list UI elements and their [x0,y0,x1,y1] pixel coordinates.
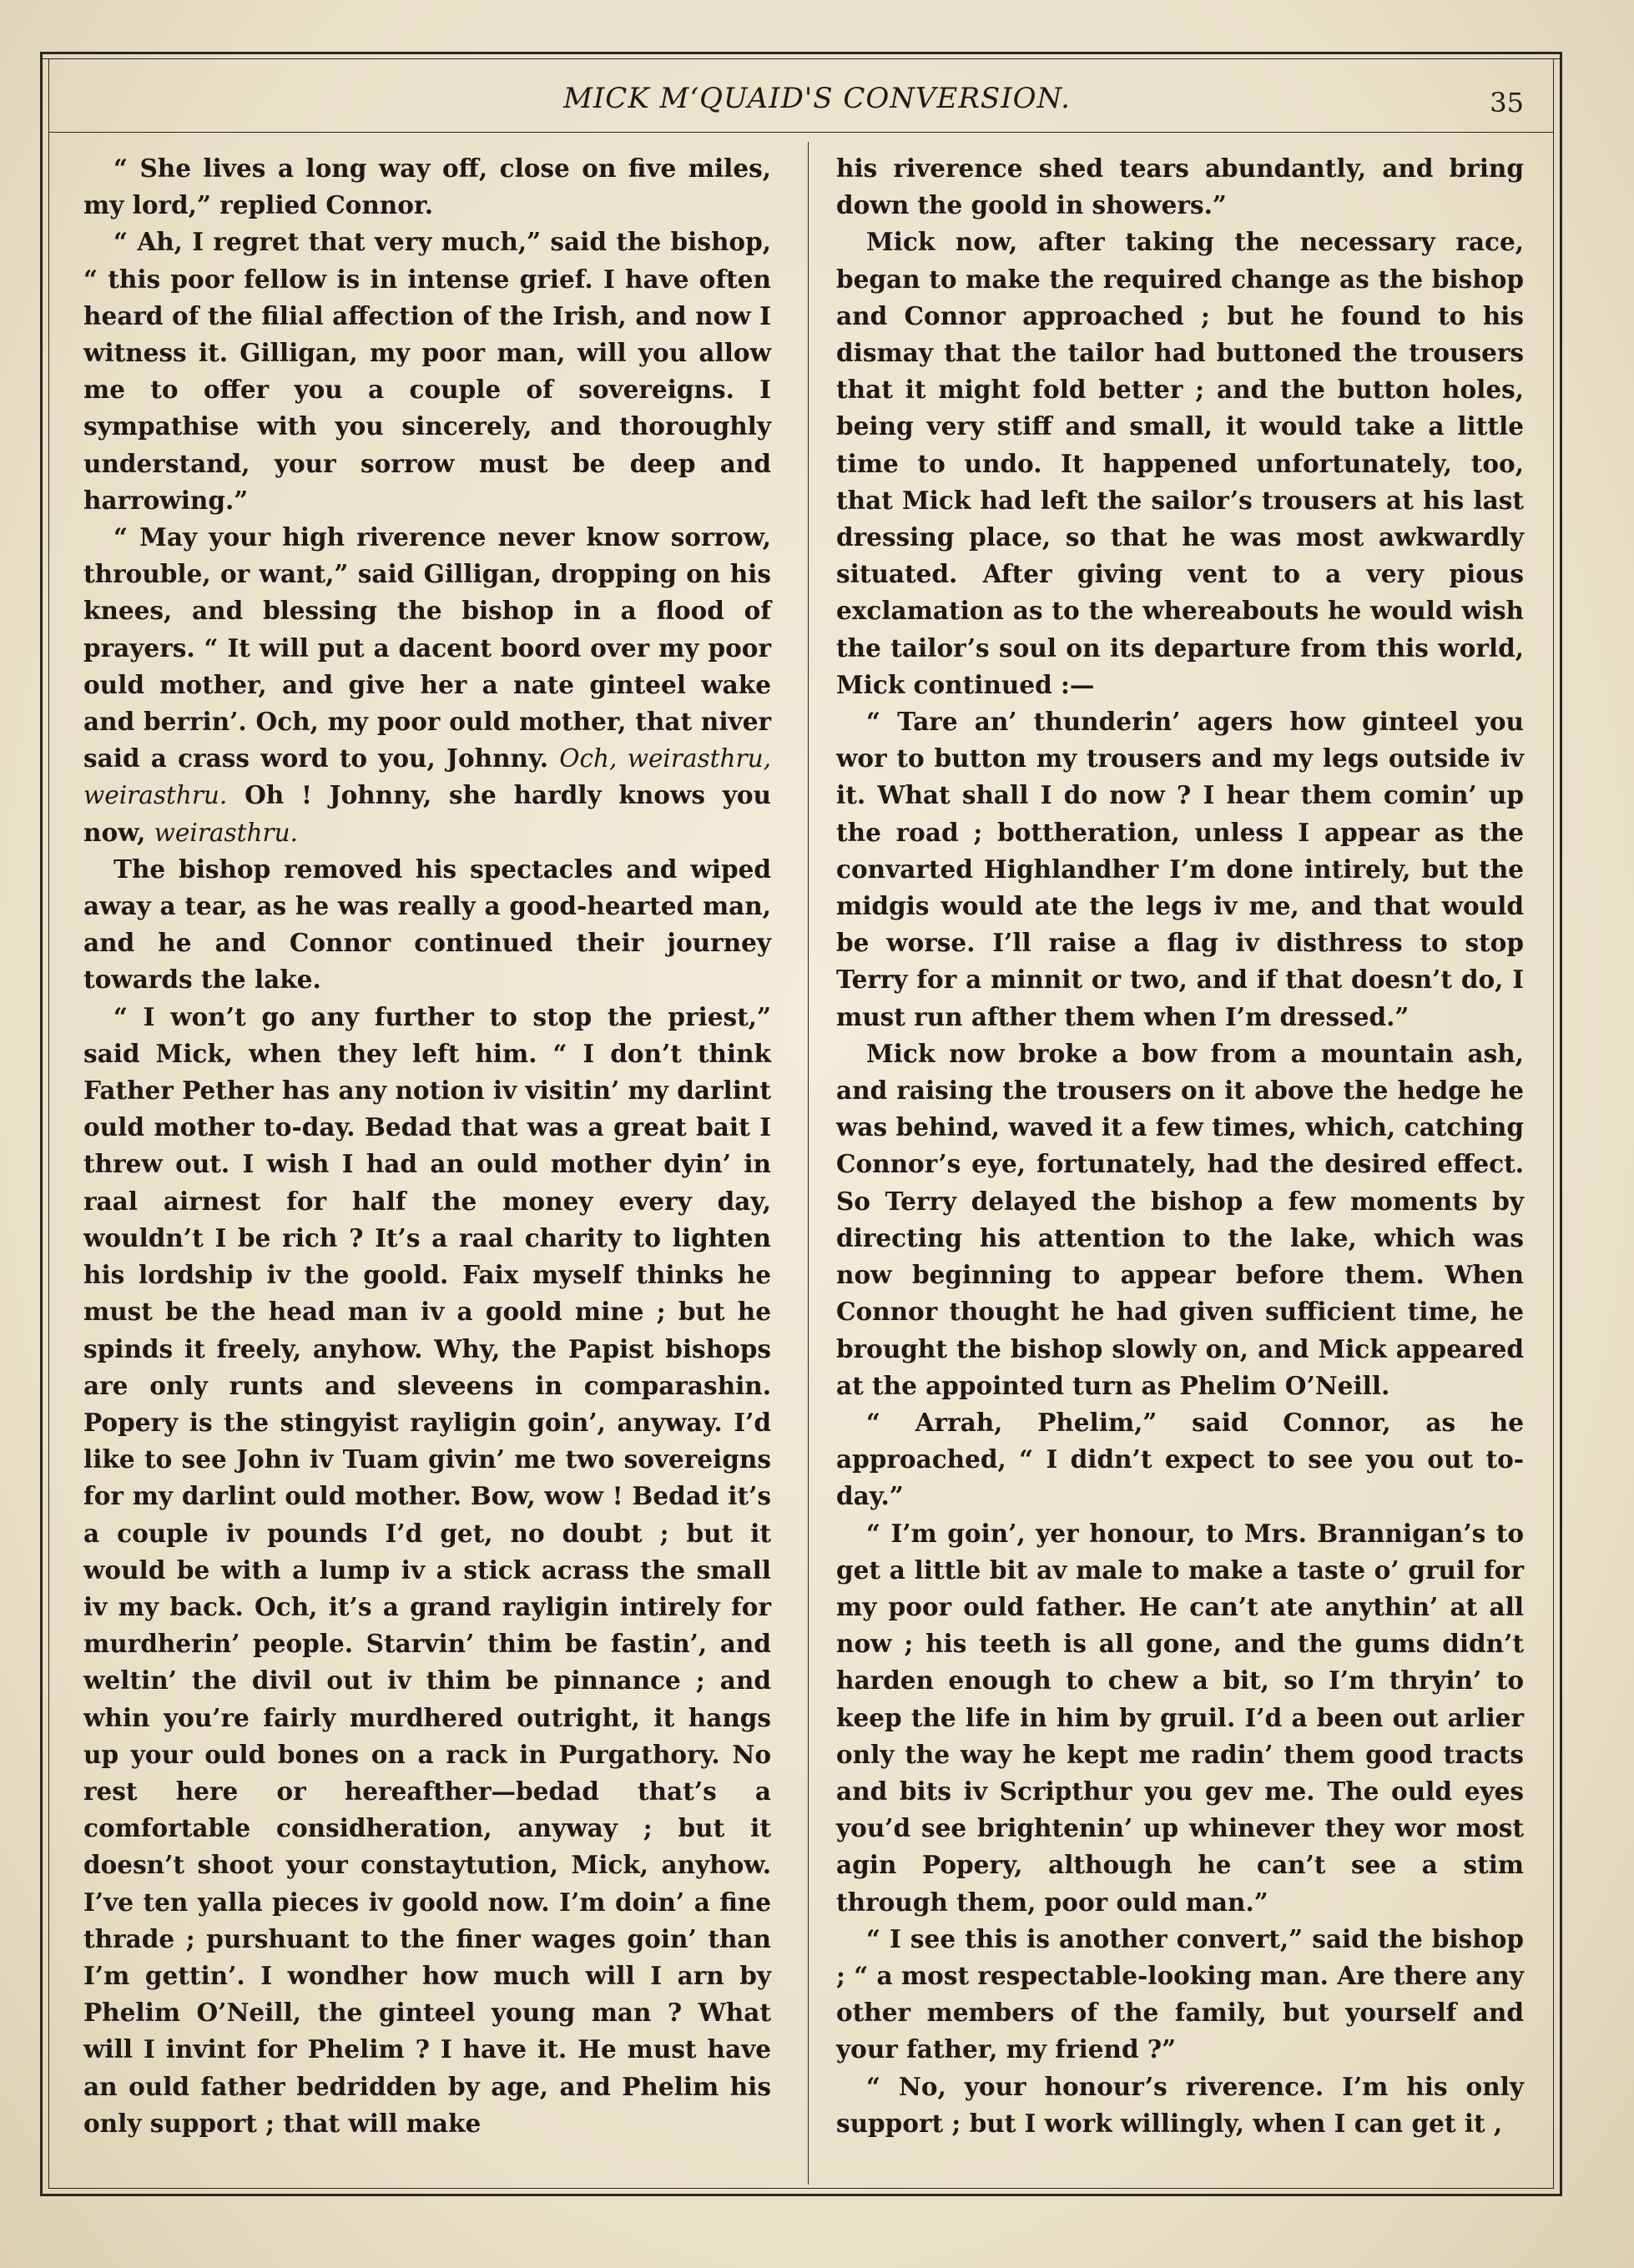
paragraph [83,851,771,999]
paragraph [836,150,1524,224]
frame-rule [1553,58,1554,2189]
header-rule [48,132,1554,133]
left-column [83,150,771,2142]
paragraph-text: “ Tare an’ thunderin’ agers how ginteel you wor to button my trousers and my legs outside iv it. What shall I do now ? I hear them comin’ up the road ; bottheration, unless I appear as the convarted Highlandher I’m done intirely, but the midgis would ate the legs iv me, and that would be worse. I’ll raise a flag iv disthress to stop Terry for a minnit or two, and if that doesn’t do, I must run afther them when I’m dressed.” [836,707,1524,1031]
paragraph-text: Mick now, after taking the necessary race, began to make the required change as the bishop and Connor approached ; but he found to his dismay that the tailor had buttoned the trousers that it might fold better ; and the button holes, being very stiff and small, it would take a little time to undo. It happened unfortunately, too, that Mick had left the sailor’s trousers at his last dressing place, so that he was most awkwardly situated. After giving vent to a very pious exclamation as to the whereabouts he would wish the tailor’s soul on its departure from this world, Mick continued :— [836,227,1524,699]
italic-text: weirasthru. [154,818,298,847]
paragraph-text: Mick now broke a bow from a mountain ash, and raising the trousers on it above the hedge he was behind, waved it a few times, which, catching Connor’s eye, fortunately, had the desired effect. So Terry delayed the bishop a few moments by directing his attention to the lake, which was now beginning to appear before them. When Connor thought he had given sufficient time, he brought the bishop slowly on, and Mick appeared at the appointed turn as Phelim O’Neill. [836,1038,1524,1400]
italic-text: Och, weirasthru, weirasthru. [83,744,771,810]
running-head: MICK M‘QUAID'S CONVERSION. [563,82,1071,115]
paragraph [83,999,771,2142]
right-column [836,150,1524,2142]
paragraph [836,224,1524,703]
page-number: 35 [1490,87,1524,118]
frame-rule [48,58,49,2189]
paragraph-text: “ I won’t go any further to stop the priest,” said Mick, when they left him. “ I don’t think Father Pether has any notion iv visitin’ my darlint ould mother to-day. Bedad that was a great bait I threw out. I wish I had an ould mother dyin’ in raal airnest for half the money every day, wouldn’t I be rich ? It’s a raal charity to lighten his lordship iv the goold. Faix myself thinks he must be the head man iv a goold mine ; but he spinds it freely, anyhow. Why, the Papist bishops are only runts and sleveens in comparashin. Popery is the stingyist rayligin goin’, anyway. I’d like to see John iv Tuam givin’ me two sovereigns for my darlint ould mother. Bow, wow ! Bedad it’s a couple iv pounds I’d get, no doubt ; but it would be with a lump iv a stick acrass the small iv my back. Och, it’s a grand rayligin intirely for murdherin’ people. Starvin’ thim be fastin’, and weltin’ the divil out iv thim be pinnance ; and whin you’re fairly murdhered outright, it hangs up your ould bones on a rack in Purgathory. No rest here or hereafther—bedad that’s a comfortable considheration, anyway ; but it doesn’t shoot your constaytution, Mick, anyhow. I’ve ten yalla pieces iv goold now. I’m doin’ a fine thrade ; purshuant to the finer wages goin’ than I’m gettin’. I wondher how much will I arn by Phelim O’Neill, the ginteel young man ? What will I invint for Phelim ? I have it. He must have an ould father bedridden by age, and Phelim his only support ; that will make [83,1001,771,2138]
paragraph-text: “ May your high riverence never know sorrow, throuble, or want,” said Gilligan, dropping on his knees, and blessing the bishop in a flood of prayers. “ It will put a dacent boord over my poor ould mother, and give her a nate ginteel wake and berrin’. Och, my poor ould mother, that niver said a crass word to you, Johnny. [83,522,771,774]
frame-rule [40,2194,1562,2196]
column-divider [808,142,809,2185]
paragraph [83,224,771,519]
paragraph [836,2069,1524,2142]
frame-rule [40,52,1562,54]
paragraph-text: “ Arrah, Phelim,” said Connor, as he approached, “ I didn’t expect to see you out to-day.” [836,1407,1524,1511]
frame-rule [1560,52,1562,2196]
paragraph-text: “ Ah, I regret that very much,” said the bishop, “ this poor fellow is in intense grief. I have often heard of the filial affection of the Irish, and now I witness it. Gilligan, my poor man, will you allow me to offer you a couple of sovereigns. I sympathise with you sincerely, and thoroughly understand, your sorrow must be deep and harrowing.” [83,227,771,515]
paragraph [83,150,771,224]
paragraph-text: “ No, your honour’s riverence. I’m his only support ; but I work willingly, when I can get it , [836,2071,1524,2138]
frame-rule [48,2188,1554,2189]
paragraph-text: “ I’m goin’, yer honour, to Mrs. Brannigan’s to get a little bit av male to make a taste o’ gruil for my poor ould father. He can’t ate anythin’ at all now ; his teeth is all gone, and the gums didn’t harden enough to chew a bit, so I’m thryin’ to keep the life in him by gruil. I’d a been out arlier only the way he kept me radin’ them good tracts and bits iv Scripthur you gev me. The ould eyes you’d see brightenin’ up whinever they wor most agin Popery, although he can’t see a stim through them, poor ould man.” [836,1518,1524,1917]
paragraph [83,519,771,851]
paragraph-text: Oh ! Johnny, she hardly knows you now, [83,780,771,847]
paragraph-text: his riverence shed tears abundantly, and bring down the goold in showers.” [836,154,1524,220]
paragraph-text: The bishop removed his spectacles and wiped away a tear, as he was really a good-hearted man, and he and Connor continued their journey towards the lake. [83,854,771,995]
paragraph [836,1515,1524,1921]
paragraph [836,1921,1524,2069]
paragraph-text: “ She lives a long way off, close on five miles, my lord,” replied Connor. [83,154,771,220]
frame-rule [40,52,43,2196]
paragraph [836,703,1524,1036]
paragraph [836,1404,1524,1515]
frame-rule [40,58,1562,59]
paragraph [836,1036,1524,1404]
paragraph-text: “ I see this is another convert,” said the bishop ; “ a most respectable-looking man. Are there any other members of the family, but yourself and your father, my friend ?” [836,1923,1524,2064]
